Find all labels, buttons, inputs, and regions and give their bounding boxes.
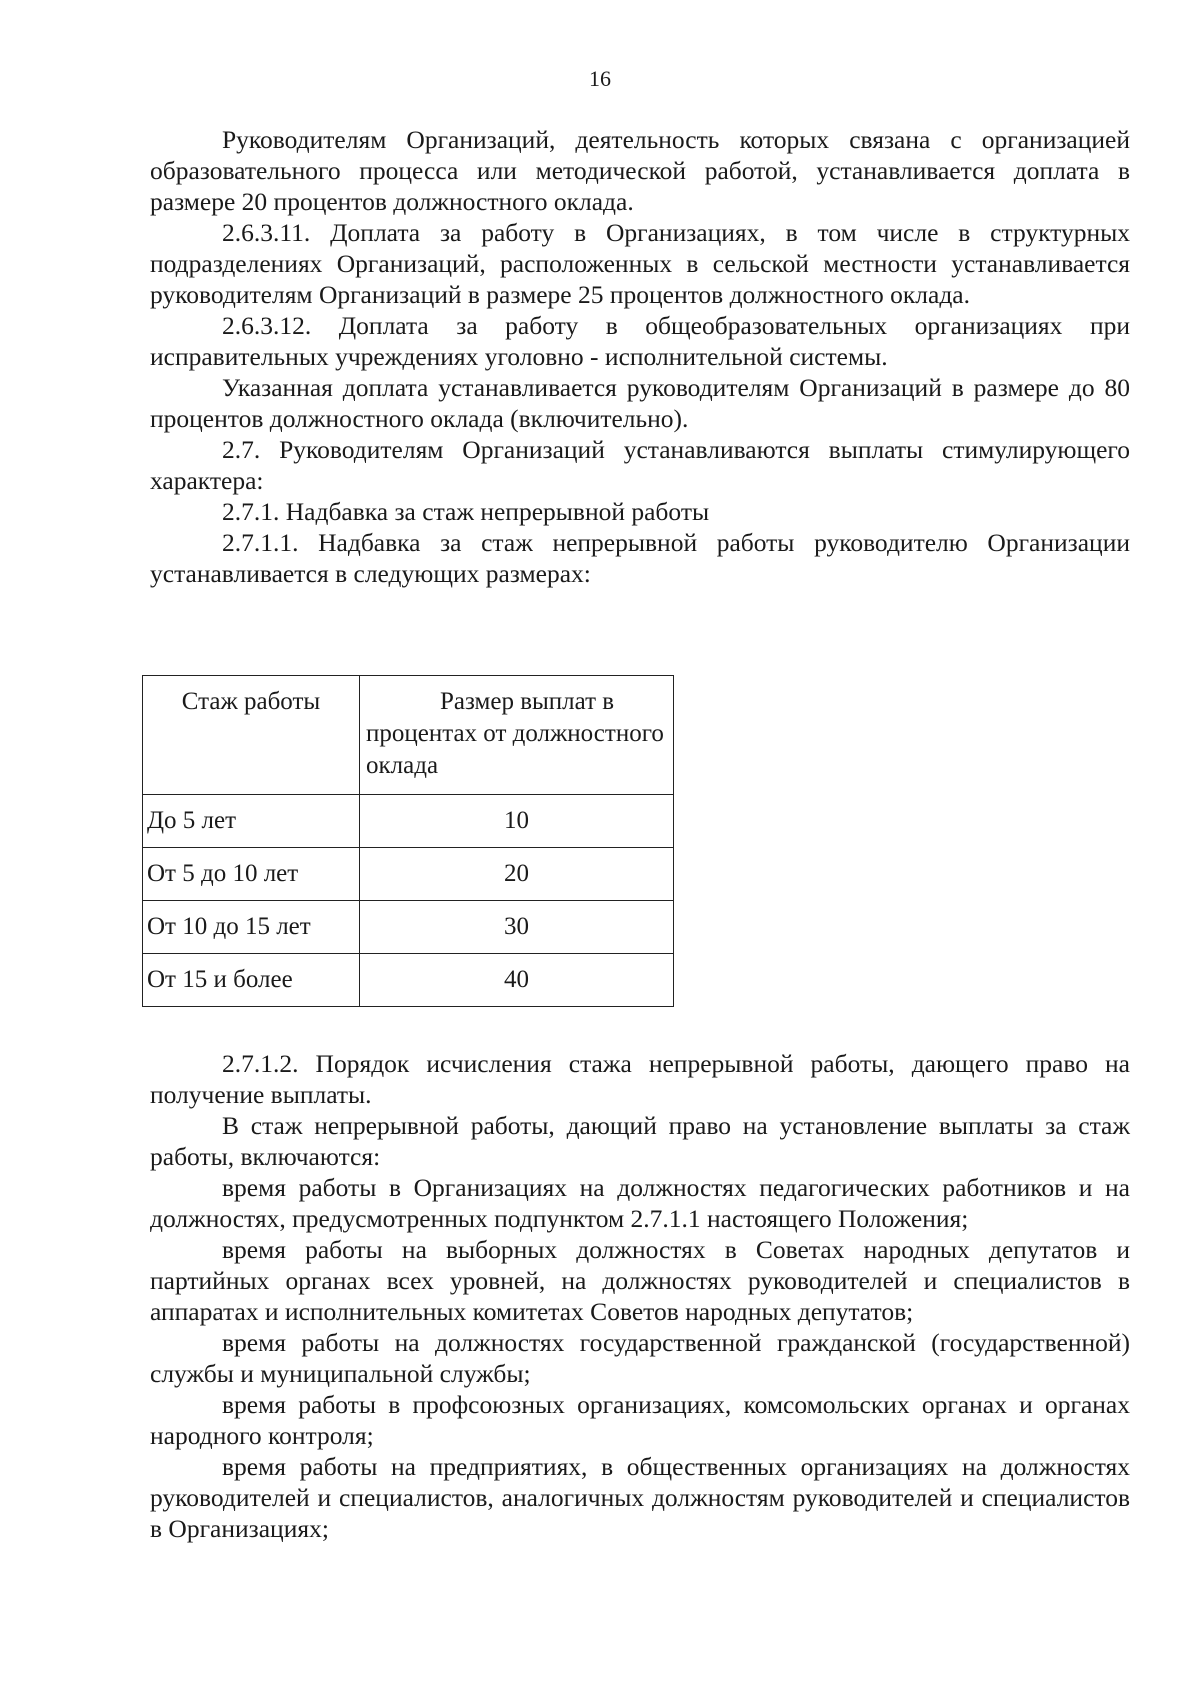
header-razmer-rest: процентах от должностного оклада [366,720,664,779]
table-row [143,795,674,848]
list-item-gossluzhba: время работы на должностях государственной гражданской (государственной) службы и муниципальной службы; [150,1328,1130,1388]
paragraph-doplata-metodicheskaya: Руководителям Организаций, деятельность которых связана с организацией образовательного процесса или методической работой, устанавливается доплата в размере 20 процентов должностного оклада. [150,125,1130,216]
list-item-predpriyatiya: время работы на предприятиях, в общественных организациях на должностях руководителей и специалистов, аналогичных должностям руководителей и специалистов в Организациях; [150,1452,1130,1543]
table-row [143,901,674,954]
header-razmer [360,676,674,795]
paragraph-2-6-3-12: 2.6.3.12. Доплата за работу в общеобразовательных организациях при исправительных учреждениях уголовно - исполнительной системы. [150,311,1130,371]
cell-value: 20 [360,848,674,901]
paragraph-2-6-3-11: 2.6.3.11. Доплата за работу в Организациях, в том числе в структурных подразделениях Организаций, расположенных в сельской местности устанавливается руководителям Организаций в размере 25 процентов должностного оклада. [150,218,1130,309]
header-stazh-label: Стаж работы [181,688,321,715]
list-item-profsoyuzy: время работы в профсоюзных организациях, комсомольских органах и органах народного контроля; [150,1390,1130,1450]
cell-value: 10 [360,795,674,848]
stazh-table [142,675,674,1007]
document-body-bottom [150,1048,1130,1544]
cell-stazh: От 15 и более [143,954,360,1007]
cell-stazh: От 10 до 15 лет [143,901,360,954]
paragraph-2-7: 2.7. Руководителям Организаций устанавливаются выплаты стимулирующего характера: [150,435,1130,495]
paragraph-2-7-1-2: 2.7.1.2. Порядок исчисления стажа непрерывной работы, дающего право на получение выплаты. [150,1049,1130,1109]
document-body-top [150,124,1130,589]
cell-stazh: От 5 до 10 лет [143,848,360,901]
cell-value: 40 [360,954,674,1007]
table-row [143,954,674,1007]
header-razmer-first-line: Размер выплат в [440,688,615,715]
cell-stazh: До 5 лет [143,795,360,848]
header-stazh [143,676,360,795]
list-item-pedagogicheskie: время работы в Организациях на должностях педагогических работников и на должностях, предусмотренных подпунктом 2.7.1.1 настоящего Положения; [150,1173,1130,1233]
paragraph-stazh-vklyuchayutsya: В стаж непрерывной работы, дающий право на установление выплаты за стаж работы, включаются: [150,1111,1130,1171]
table-row [143,848,674,901]
table-header-row [143,676,674,795]
list-item-vybornye: время работы на выборных должностях в Советах народных депутатов и партийных органах всех уровней, на должностях руководителей и специалистов в аппаратах и исполнительных комитетах Советов народных депутатов; [150,1235,1130,1326]
paragraph-ukazannaya-doplata: Указанная доплата устанавливается руководителям Организаций в размере до 80 процентов должностного оклада (включительно). [150,373,1130,433]
page-number: 16 [589,66,611,91]
paragraph-2-7-1: 2.7.1. Надбавка за стаж непрерывной работы [222,497,710,526]
cell-value: 30 [360,901,674,954]
paragraph-2-7-1-1: 2.7.1.1. Надбавка за стаж непрерывной работы руководителю Организации устанавливается в следующих размерах: [150,528,1130,588]
